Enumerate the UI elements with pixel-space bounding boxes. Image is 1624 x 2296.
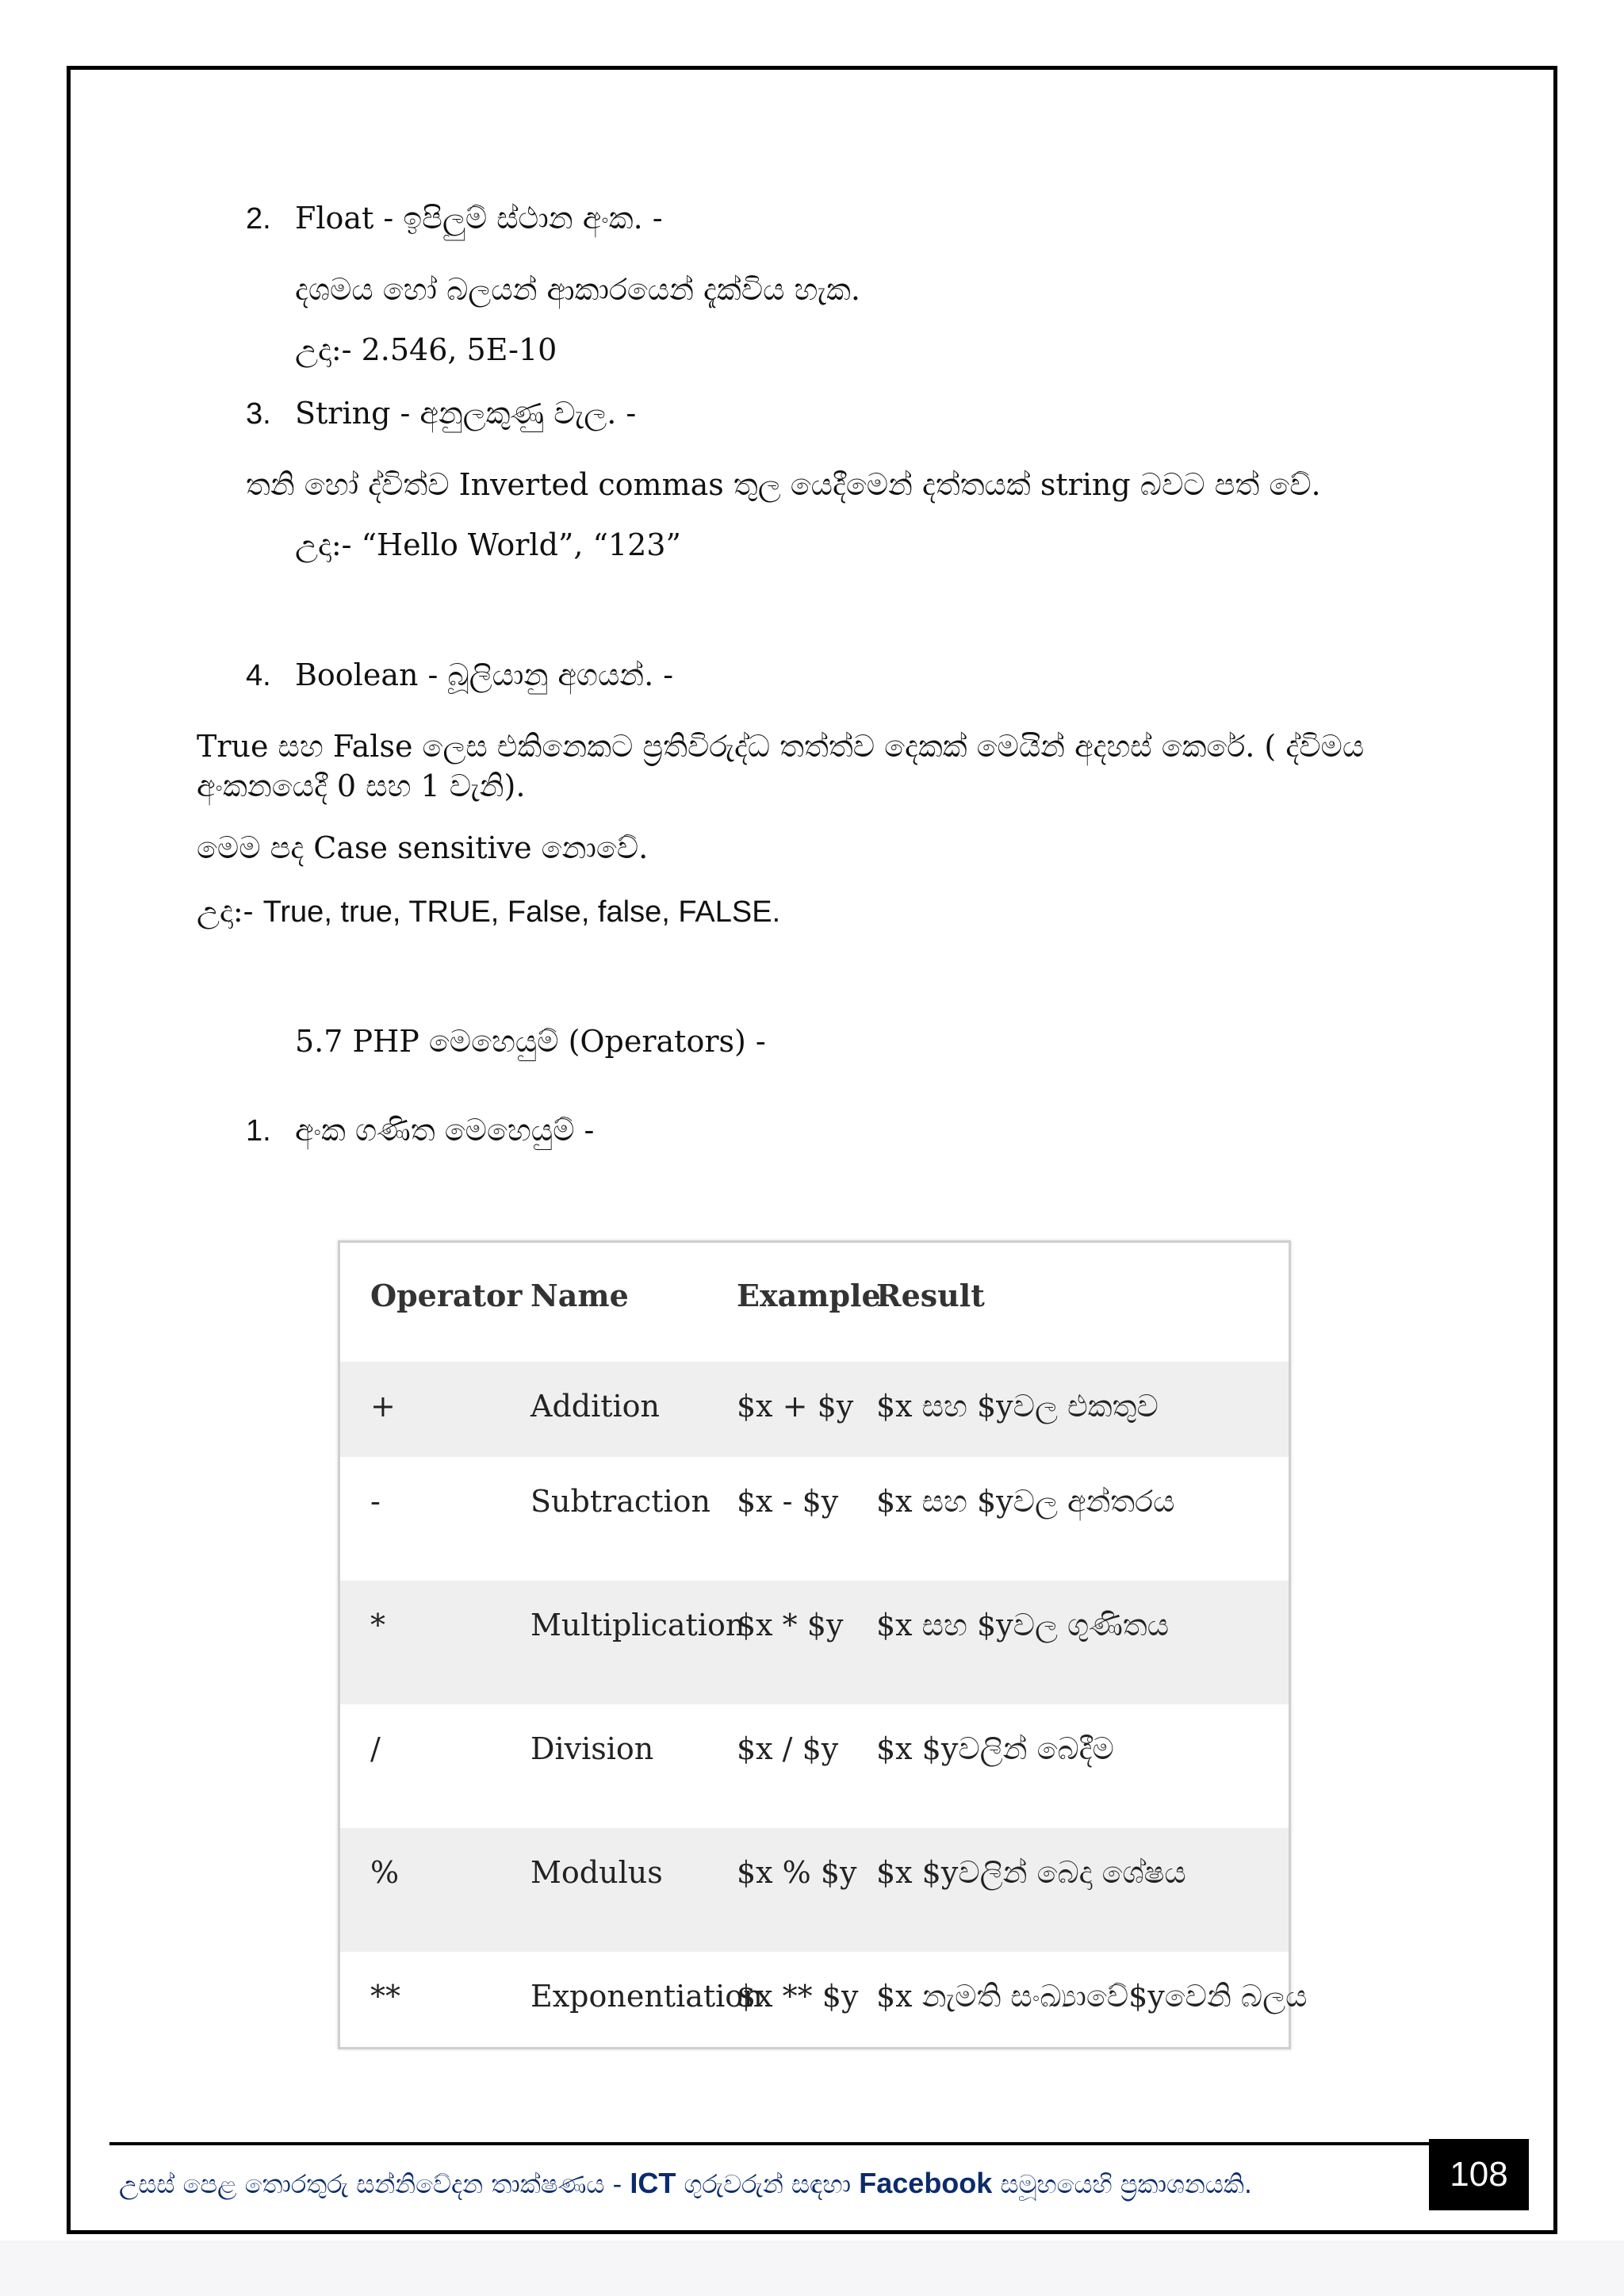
cell-name: Multiplication (530, 1608, 745, 1642)
cell-operator: ** (370, 1979, 400, 2014)
cell-result: $x $yවලින් බෙදා ශේෂය (876, 1855, 1186, 1890)
cell-name: Modulus (530, 1855, 663, 1890)
header-result: Result (876, 1278, 985, 1313)
cell-operator: + (370, 1389, 396, 1424)
float-description: දශමය හෝ බලයන් ආකාරයෙන් දැක්විය හැක. (295, 272, 860, 307)
cell-example: $x - $y (737, 1484, 839, 1519)
cell-result: $x සහ $yවල එකතුව (876, 1389, 1159, 1424)
cell-result: $x සහ $yවල ගුණිතය (876, 1608, 1170, 1642)
string-heading-text: String - අනුලකුණු වැල. - (295, 396, 637, 431)
boolean-heading (246, 657, 673, 694)
string-example: උදා:- “Hello World”, “123” (295, 527, 681, 562)
cell-example: $x % $y (737, 1855, 857, 1890)
cell-operator: * (370, 1608, 385, 1642)
string-heading (246, 395, 636, 432)
arithmetic-heading-text: අංක ගණිත මෙහෙයුම් - (295, 1113, 595, 1148)
footer-text (119, 2168, 1252, 2200)
footer-text-part-2: ගුරුවරුන් සඳහා (676, 2169, 860, 2199)
float-heading-text: Float - ඉපිලුම් ස්ථාන අංක. - (295, 201, 663, 236)
table-row (340, 1828, 1289, 1952)
cell-example: $x / $y (737, 1731, 839, 1766)
page-bottom-margin (0, 2240, 1624, 2296)
cell-operator: - (370, 1484, 381, 1519)
cell-example: $x * $y (737, 1608, 844, 1642)
cell-name: Exponentiation (530, 1979, 763, 2014)
footer-ict: ICT (630, 2167, 676, 2199)
list-number: 4. (246, 659, 271, 692)
table-row (340, 1581, 1289, 1704)
cell-example: $x + $y (737, 1389, 854, 1424)
list-number: 1. (246, 1114, 271, 1148)
operators-table (338, 1240, 1308, 2049)
list-number: 2. (246, 202, 271, 236)
cell-name: Subtraction (530, 1484, 710, 1519)
section-heading: 5.7 PHP මෙහෙයුම් (Operators) - (295, 1024, 766, 1059)
footer-text-part-1: උසස් පෙළ තොරතුරු සන්නිවේදන තාක්ෂණය - (119, 2169, 630, 2199)
boolean-example (197, 893, 780, 930)
arithmetic-heading (246, 1112, 594, 1149)
boolean-description-line-1: True සහ False ලෙස එකිනෙකට ප්‍රතිවිරුද්ධ තත්ත්ව දෙකක් මෙයින් අදහස් කෙරේ. ( ද්විමය (197, 729, 1365, 764)
float-heading (246, 200, 663, 237)
cell-name: Addition (530, 1389, 661, 1424)
table-row (340, 1704, 1289, 1828)
header-operator: Operator (370, 1278, 523, 1313)
boolean-heading-text: Boolean - බූලියානු අගයන්. - (295, 657, 674, 692)
table-row (340, 1457, 1289, 1581)
example-prefix: උදා:- (197, 894, 263, 929)
cell-example: $x ** $y (737, 1979, 859, 2014)
header-example: Example (737, 1278, 881, 1313)
cell-operator: / (370, 1731, 381, 1766)
footer-text-part-3: සමූහයෙහි ප්‍රකාශනයකි. (992, 2169, 1253, 2199)
header-name: Name (530, 1278, 629, 1313)
case-sensitivity-note: මෙම පද Case sensitive නොවේ. (197, 830, 649, 865)
cell-operator: % (370, 1855, 400, 1890)
cell-result: $x සහ $yවල අන්තරය (876, 1484, 1175, 1519)
table-row (340, 1362, 1289, 1457)
float-example: උදා:- 2.546, 5E-10 (295, 332, 557, 367)
string-description: තනි හෝ ද්විත්ව Inverted commas තුල යෙදීමෙන් දත්තයක් string බවට පත් වේ. (246, 467, 1321, 502)
footer-facebook: Facebook (859, 2167, 993, 2199)
cell-result: $x $yවලින් බෙදීම (876, 1731, 1114, 1766)
list-number: 3. (246, 397, 271, 431)
cell-name: Division (530, 1731, 654, 1766)
table-header-row (340, 1243, 1289, 1362)
table-row (340, 1952, 1308, 2047)
footer-divider (109, 2142, 1472, 2145)
cell-result: $x නැමති සංඛ්‍යාවේ$yවෙනි බලය (876, 1979, 1308, 2014)
boolean-description-line-2: අංකනයෙදී 0 සහ 1 වැනි). (197, 769, 526, 803)
boolean-example-values: True, true, TRUE, False, false, FALSE. (262, 895, 781, 929)
page-number: 108 (1429, 2139, 1529, 2210)
